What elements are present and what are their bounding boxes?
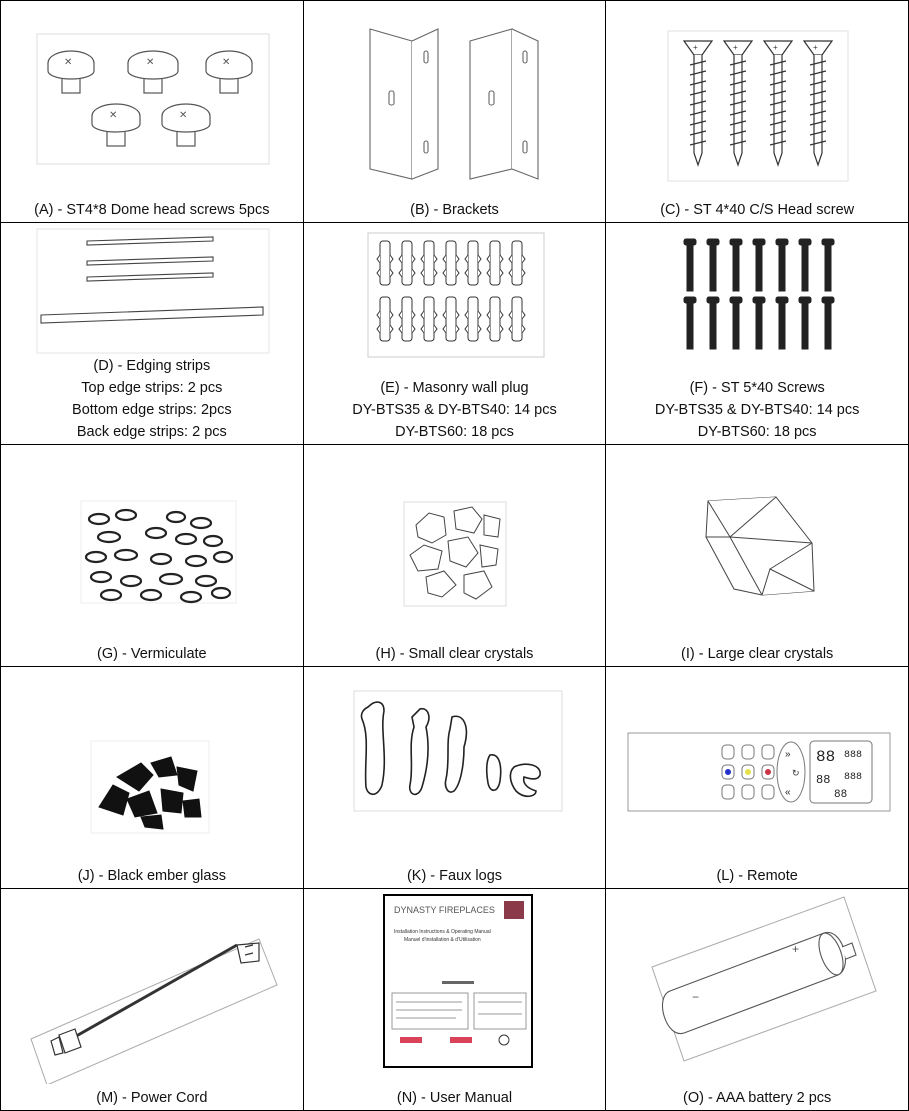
part-caption: (I) - Large clear crystals [681,646,834,662]
svg-text:888: 888 [844,772,863,783]
part-cell-m [1,889,304,1111]
svg-text:+: + [773,43,778,52]
part-cell-c [606,1,909,223]
remote-icon [606,667,908,888]
svg-text:+: + [733,43,738,52]
part-cell-b [303,1,606,223]
manual-brand: DYNASTY FIREPLACES [393,905,495,915]
part-caption: (O) - AAA battery 2 pcs [683,1090,832,1106]
svg-text:✕: ✕ [146,57,155,68]
part-caption: (F) - ST 5*40 Screws DY-BTS35 & DY-BTS40: 14 pcs DY-BTS60: 18 pcs [654,380,860,440]
part-caption: (J) - Black ember glass [77,868,226,884]
svg-text:88: 88 [816,773,831,787]
part-cell-k [303,667,606,889]
small-crystals-icon [304,445,606,666]
part-cell-g [1,445,304,667]
part-cell-j [1,667,304,889]
part-cell-a [1,1,304,223]
part-caption: (K) - Faux logs [406,868,503,884]
faux-logs-icon [304,667,606,888]
part-cell-i [606,445,909,667]
part-caption: (E) - Masonry wall plug DY-BTS35 & DY-BTS40: 14 pcs DY-BTS60: 18 pcs [352,380,557,440]
part-cell-h [303,445,606,667]
part-cell-n [303,889,606,1111]
cs-head-screws-icon [606,1,908,222]
part-caption: (H) - Small clear crystals [375,646,534,662]
part-cell-l [606,667,909,889]
remote-display-digits: 88 [816,748,836,766]
svg-text:✕: ✕ [64,57,73,68]
dome-head-screws-icon [1,1,303,222]
svg-text:+: + [792,942,800,956]
part-cell-d [1,223,304,445]
brackets-icon [304,1,606,222]
svg-text:»: » [785,749,791,760]
ember-glass-icon [1,667,303,888]
svg-text:✕: ✕ [222,57,231,68]
svg-text:888: 888 [844,750,863,761]
svg-text:+: + [693,43,698,52]
svg-text:✕: ✕ [109,110,118,121]
svg-text:Manuel d'installation & d'Util: Manuel d'installation & d'Utilisation [403,937,481,943]
svg-text:+: + [813,43,818,52]
battery-icon [606,889,908,1110]
part-cell-f [606,223,909,445]
vermiculite-icon [1,445,303,666]
part-caption: (M) - Power Cord [96,1090,208,1106]
part-caption: (D) - Edging strips Top edge strips: 2 pcs Bottom edge strips: 2pcs Back edge strips: 2 pcs [72,358,232,440]
part-caption: (B) - Brackets [410,202,499,218]
part-caption: (G) - Vermiculate [97,646,207,662]
part-cell-e [303,223,606,445]
svg-text:88: 88 [834,789,848,801]
part-caption: (A) - ST4*8 Dome head screws 5pcs [34,202,270,218]
svg-text:«: « [785,787,791,798]
part-caption: (C) - ST 4*40 C/S Head screw [660,202,855,218]
svg-text:✕: ✕ [179,110,188,121]
part-caption: (N) - User Manual [396,1090,513,1106]
power-cord-icon [1,889,303,1110]
user-manual-icon [304,889,606,1110]
svg-text:↻: ↻ [792,768,800,778]
svg-text:Installation Instructions & Op: Installation Instructions & Operating Manual [393,929,491,935]
part-caption: (L) - Remote [716,868,798,884]
part-cell-o [606,889,909,1111]
svg-text:−: − [692,990,700,1004]
large-crystal-icon [606,445,908,666]
